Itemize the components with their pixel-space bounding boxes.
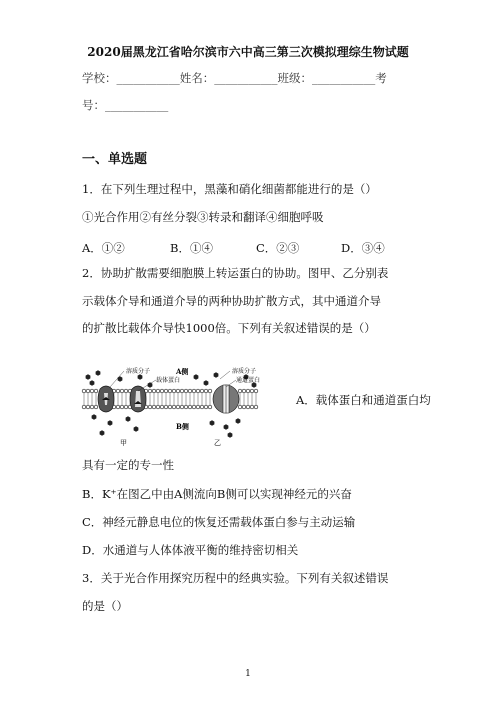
phospholipid-head bbox=[204, 405, 208, 409]
solute-molecule bbox=[214, 372, 219, 378]
solute-molecule bbox=[92, 414, 97, 420]
phospholipid-head bbox=[148, 389, 152, 393]
phospholipid-head bbox=[208, 389, 212, 393]
phospholipid-head bbox=[86, 389, 90, 393]
label-a-side: A侧 bbox=[176, 367, 189, 376]
solute-molecule bbox=[134, 426, 139, 432]
info-line: 学校：___________姓名：___________班级：___________考 bbox=[82, 71, 387, 85]
phospholipid-head bbox=[90, 389, 94, 393]
question-3-stem-line2: 的是（） bbox=[82, 599, 128, 613]
phospholipid-head bbox=[156, 405, 160, 409]
phospholipid-head bbox=[82, 389, 86, 393]
phospholipid-head bbox=[124, 405, 128, 409]
solute-molecule bbox=[90, 380, 95, 386]
phospholipid-head bbox=[200, 389, 204, 393]
phospholipid-head bbox=[152, 389, 156, 393]
phospholipid-head bbox=[208, 405, 212, 409]
phospholipid-head bbox=[188, 405, 192, 409]
phospholipid-head bbox=[184, 389, 188, 393]
label-carrier: 载体蛋白 bbox=[156, 377, 181, 384]
phospholipid-head bbox=[86, 405, 90, 409]
phospholipid-head bbox=[90, 405, 94, 409]
diffusion-diagram bbox=[80, 367, 280, 449]
phospholipid-head bbox=[196, 405, 200, 409]
question-1-option-a: A．①② bbox=[82, 241, 125, 255]
phospholipid-head bbox=[192, 389, 196, 393]
question-2-option-d: D．水通道与人体体液平衡的维持密切相关 bbox=[82, 543, 299, 557]
solute-molecule bbox=[148, 382, 153, 388]
solute-molecule bbox=[108, 420, 113, 426]
phospholipid-head bbox=[120, 405, 124, 409]
phospholipid-head bbox=[246, 389, 250, 393]
phospholipid-head bbox=[200, 405, 204, 409]
phospholipid-head bbox=[156, 389, 160, 393]
phospholipid-head bbox=[184, 405, 188, 409]
phospholipid-head bbox=[204, 389, 208, 393]
page-number: 1 bbox=[245, 669, 251, 679]
phospholipid-head bbox=[254, 389, 258, 393]
question-2-option-a-part1: A．载体蛋白和通道蛋白均 bbox=[296, 393, 431, 407]
phospholipid-head bbox=[242, 389, 246, 393]
solute-molecule bbox=[224, 424, 229, 430]
phospholipid-head bbox=[242, 405, 246, 409]
phospholipid-head bbox=[120, 389, 124, 393]
solute-molecule bbox=[96, 370, 101, 376]
solute-molecule bbox=[138, 374, 143, 380]
phospholipid-head bbox=[116, 405, 120, 409]
phospholipid-head bbox=[160, 405, 164, 409]
phospholipid-head bbox=[94, 389, 98, 393]
solute-molecule bbox=[86, 374, 91, 380]
phospholipid-head bbox=[164, 405, 168, 409]
solute-molecule bbox=[126, 416, 131, 422]
phospholipid-head bbox=[124, 389, 128, 393]
channel-protein bbox=[213, 385, 239, 413]
question-3-stem-line1: 3．关于光合作用探究历程中的经典实验。下列有关叙述错误 bbox=[82, 571, 389, 585]
question-1-option-c: C．②③ bbox=[256, 241, 300, 255]
phospholipid-head bbox=[250, 389, 254, 393]
phospholipid-head bbox=[116, 389, 120, 393]
phospholipid-head bbox=[238, 389, 242, 393]
solute-molecule bbox=[228, 432, 233, 438]
phospholipid-head bbox=[176, 405, 180, 409]
solute-molecule bbox=[236, 418, 241, 424]
solute-molecule bbox=[118, 376, 123, 382]
solute-molecule bbox=[204, 380, 209, 386]
label-solute-left: 溶质分子 bbox=[126, 368, 151, 375]
solute-molecule bbox=[194, 374, 199, 380]
question-1-option-d: D．③④ bbox=[341, 241, 385, 255]
phospholipid-head bbox=[168, 405, 172, 409]
phospholipid-head bbox=[172, 405, 176, 409]
question-2-stem-line1: 2．协助扩散需要细胞膜上转运蛋白的协助。图甲、乙分别表 bbox=[82, 266, 389, 280]
info-line-continued: 号：___________ bbox=[82, 98, 169, 112]
question-1-items: ①光合作用②有丝分裂③转录和翻译④细胞呼吸 bbox=[82, 210, 324, 224]
phospholipid-head bbox=[164, 389, 168, 393]
label-yi: 乙 bbox=[214, 439, 221, 447]
phospholipid-head bbox=[254, 405, 258, 409]
carrier-protein-1 bbox=[98, 386, 114, 412]
solute-molecule bbox=[100, 430, 105, 436]
label-jia: 甲 bbox=[120, 439, 127, 447]
phospholipid-head bbox=[196, 389, 200, 393]
question-2-option-b: B．K⁺在图乙中由A侧流向B侧可以实现神经元的兴奋 bbox=[82, 487, 352, 501]
phospholipid-head bbox=[148, 405, 152, 409]
phospholipid-head bbox=[94, 405, 98, 409]
question-2-option-a-part2: 具有一定的专一性 bbox=[82, 458, 174, 472]
phospholipid-head bbox=[172, 389, 176, 393]
question-2-stem-line2: 示载体介导和通道介导的两种协助扩散方式，其中通道介导 bbox=[82, 294, 381, 308]
phospholipid-head bbox=[160, 389, 164, 393]
label-b-side: B侧 bbox=[176, 422, 189, 431]
phospholipid-head bbox=[246, 405, 250, 409]
question-1-stem: 1．在下列生理过程中，黑藻和硝化细菌都能进行的是（） bbox=[82, 182, 377, 196]
label-channel: 通道蛋白 bbox=[236, 377, 261, 384]
carrier-protein-2 bbox=[130, 386, 146, 412]
phospholipid-head bbox=[82, 405, 86, 409]
phospholipid-head bbox=[152, 405, 156, 409]
phospholipid-head bbox=[192, 405, 196, 409]
phospholipid-head bbox=[180, 405, 184, 409]
phospholipid-head bbox=[176, 389, 180, 393]
question-1-option-b: B．①④ bbox=[170, 241, 213, 255]
phospholipid-head bbox=[168, 389, 172, 393]
phospholipid-head bbox=[238, 405, 242, 409]
section-heading: 一、单选题 bbox=[82, 152, 148, 167]
solute-molecule bbox=[210, 420, 215, 426]
page-title: 2020届黑龙江省哈尔滨市六中高三第三次模拟理综生物试题 bbox=[87, 45, 409, 59]
question-2-option-c: C．神经元静息电位的恢复还需载体蛋白参与主动运输 bbox=[82, 515, 356, 529]
question-2-stem-line3: 的扩散比载体介导快1000倍。下列有关叙述错误的是（） bbox=[82, 321, 376, 335]
label-solute-right: 溶质分子 bbox=[232, 368, 257, 375]
phospholipid-head bbox=[250, 405, 254, 409]
phospholipid-head bbox=[180, 389, 184, 393]
phospholipid-head bbox=[188, 389, 192, 393]
